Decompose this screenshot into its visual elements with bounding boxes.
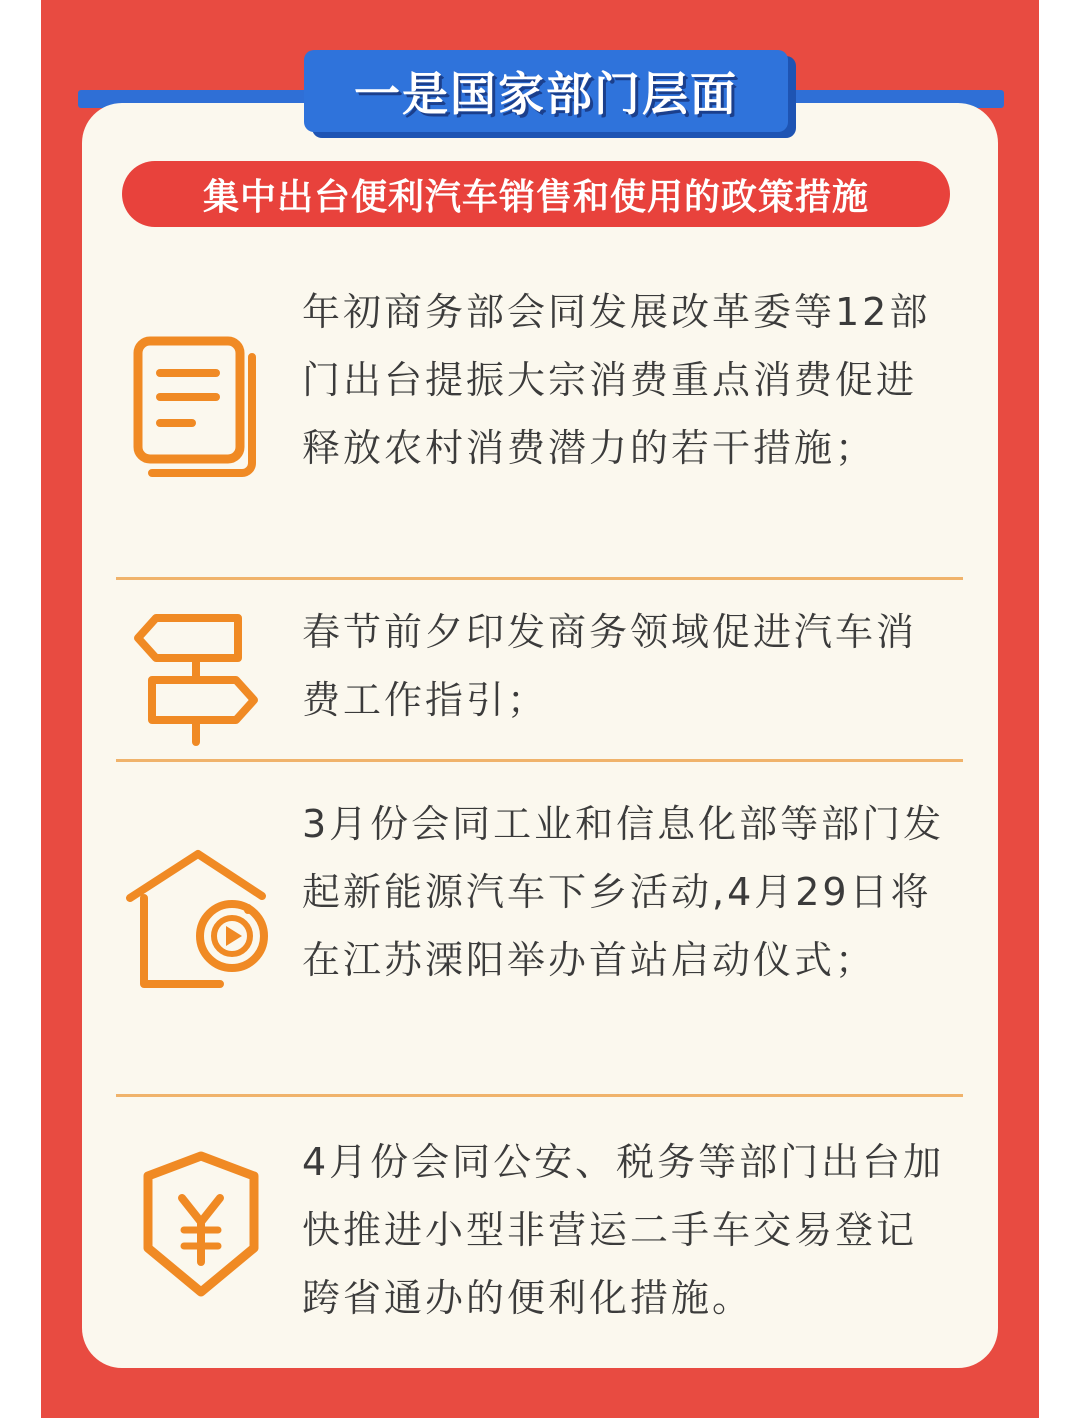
house-play-icon xyxy=(124,848,269,993)
item-text-4: 4月份会同公安、税务等部门出台加快推进小型非营运二手车交易登记跨省通办的便利化措施。 xyxy=(302,1140,945,1320)
page-title: 一是国家部门层面 xyxy=(354,67,738,121)
yen-shield-icon xyxy=(138,1150,264,1300)
divider xyxy=(116,1094,963,1097)
divider xyxy=(116,577,963,580)
section-subtitle: 集中出台便利汽车销售和使用的政策措施 xyxy=(122,161,950,227)
divider xyxy=(116,759,963,762)
item-text-3: 3月份会同工业和信息化部等部门发起新能源汽车下乡活动,4月29日将在江苏溧阳举办首站启动仪式； xyxy=(302,802,945,982)
signpost-icon xyxy=(132,608,262,748)
item-text-1: 年初商务部会同发展改革委等12部门出台提振大宗消费重点消费促进释放农村消费潜力的若干措施； xyxy=(302,290,931,470)
document-icon xyxy=(130,333,265,478)
item-text-2: 春节前夕印发商务领域促进汽车消费工作指引； xyxy=(302,610,918,722)
